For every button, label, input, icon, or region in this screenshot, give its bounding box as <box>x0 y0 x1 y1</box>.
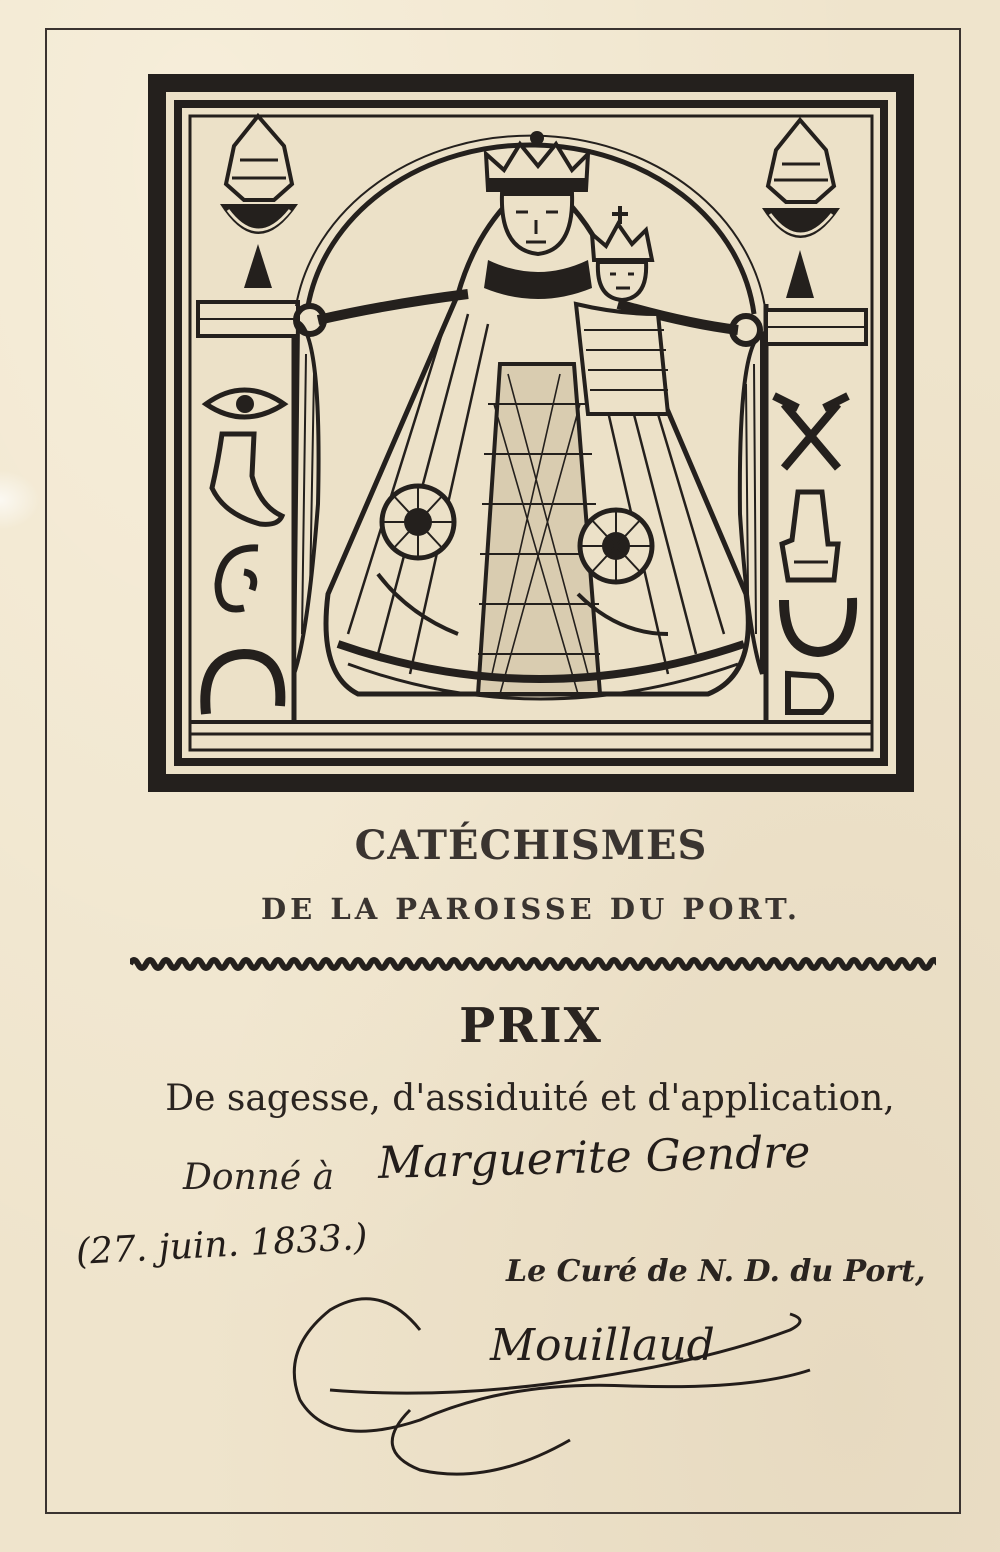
signature-name: Mouillaud <box>490 1320 715 1371</box>
woodcut-illustration <box>148 74 914 792</box>
paper-stain <box>0 470 40 530</box>
given-to-label: Donné à <box>183 1157 335 1198</box>
signature-flourish <box>270 1290 830 1490</box>
issuer-line: Le Curé de N. D. du Port, <box>506 1254 926 1289</box>
card-subtitle: DE LA PAROISSE DU PORT. <box>260 892 802 926</box>
wavy-divider <box>130 952 936 976</box>
card-title: CATÉCHISMES <box>354 822 708 869</box>
prize-heading: PRIX <box>459 998 603 1054</box>
award-line: De sagesse, d'assiduité et d'application, <box>165 1078 895 1119</box>
handwritten-date: (27. juin. 1833.) <box>74 1216 369 1273</box>
recipient-name: Marguerite Gendre <box>377 1126 811 1189</box>
